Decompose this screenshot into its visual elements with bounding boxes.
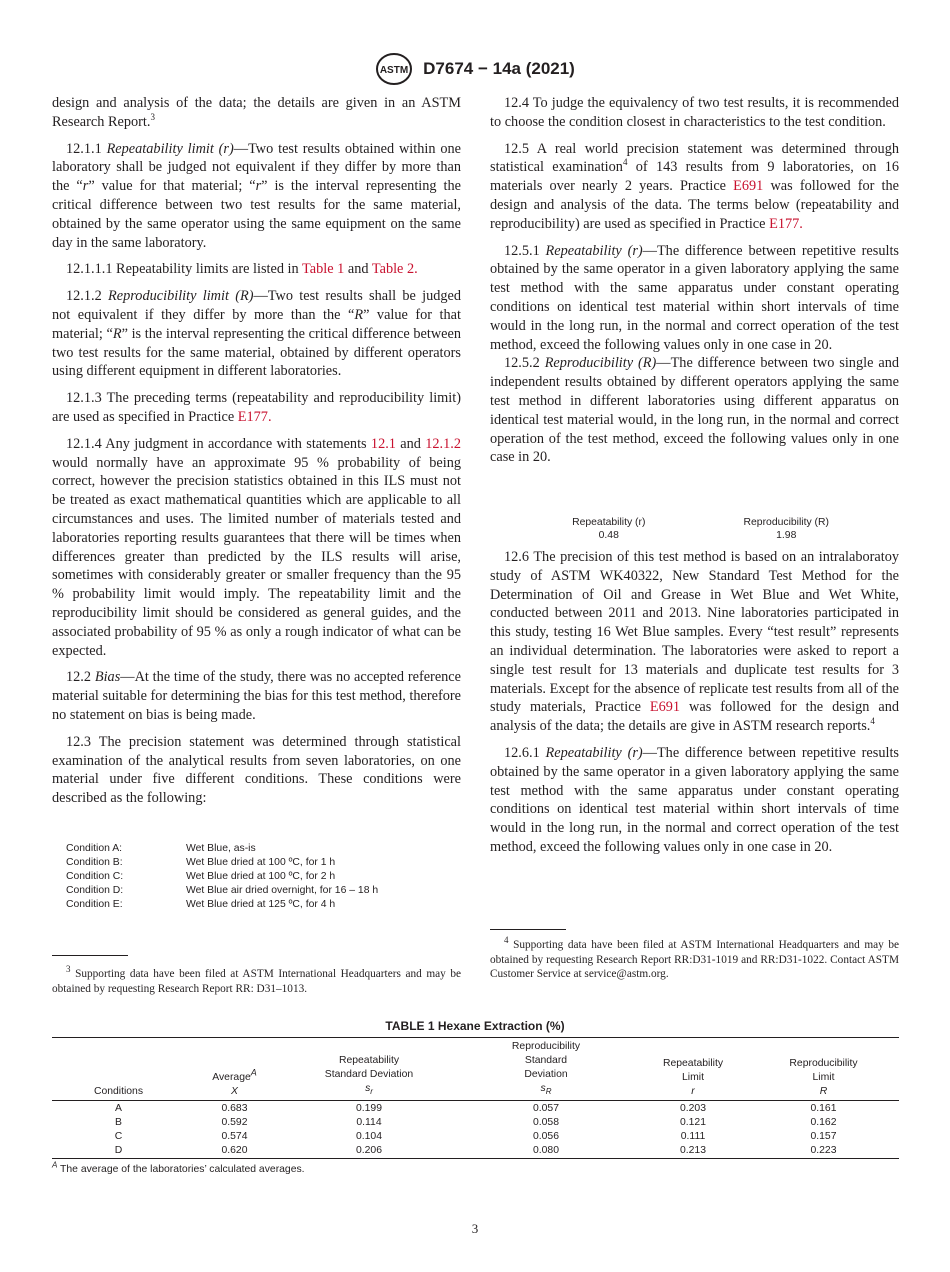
reproducibility-label: Reproducibility (R) [743,517,829,528]
col-header-reproducibility-sd: Reproducibility Standard Deviation $s_R$ [454,1038,638,1101]
paragraph-12-5-1: 12.5.1 Repeatability (r)—The difference between repetitive results obtained by the same operator in a given laboratory applying the same test method with the same apparatus under constant operating conditions on identical test material within short intervals of time would in the long run, in the normal and correct operation of the test method, exceed the following values only in one case in 20. [490,242,899,353]
col-header-conditions: Conditions [52,1038,185,1101]
document-designation: D7674 − 14a (2021) [423,59,575,78]
col-header-reproducibility-limit: Reproducibility Limit R [748,1038,899,1101]
col-header-repeatability-sd: Repeatability Standard Deviation $s_r$ [284,1038,454,1101]
list-item: Condition C: Wet Blue dried at 100 ºC, for 2 h [66,871,336,882]
paragraph-12-6-1: 12.6.1 Repeatability (r)—The difference between repetitive results obtained by the same operator in a given laboratory applying the same test method with the same apparatus under constant operating conditions on identical test material within short intervals of time would in the long run, in the normal and correct operation of the test method, exceed the following values only in one case in 20. [490,744,899,855]
paragraph-12-6: 12.6 The precision of this test method is based on an intralaboratoy study of ASTM WK40322, New Standard Test Method for the Determination of Oil and Grease in Wet Blue and Wet White, conducted between 2011 and 2013. Nine laboratories participated in this study, testing 16 Wet Blue samples. Every “test result” represents an individual determination. The laboratories were asked to report a single test result for 13 materials and duplicate test results for 3 materials. Except for the absence of replicate test results from all of the study materials, Practice E691 was followed for the design and analysis of the data; the details are give in ASTM research reports.$^4$ [490,549,899,735]
paragraph-12-3: 12.3 The precision statement was determined through statistical examination of the analytical results from seven laboratories, on one material under five different conditions. These conditions were described as the following: [52,733,461,807]
section-12-1-2-link[interactable]: 12.1.2 [425,435,461,452]
footnote-divider [52,955,128,956]
repeatability-value: 0.48 [598,530,619,541]
table-row: D 0.620 0.206 0.080 0.213 0.223 [114,1145,837,1157]
paragraph-12-4: 12.4 To judge the equivalency of two test results, it is recommended to choose the condition closest in characteristics to the test condition. [490,95,899,130]
footnote-3: $^3$ Supporting data have been filed at ASTM International Headquarters and may be obtained by requesting Research Report RR: D31–1013. [52,964,462,995]
reproducibility-value: 1.98 [776,530,797,541]
footnote-4: $^4$ Supporting data have been filed at ASTM International Headquarters and may be obtained by requesting Research Report RR:D31-1019 and RR:D31-1022. Contact ASTM Customer Service at service@astm.org. [490,935,900,981]
page-header [0,52,950,86]
list-item: Condition B: Wet Blue dried at 100 ºC, for 1 h [66,857,336,868]
list-item: Condition D: Wet Blue air dried overnight, for 16 – 18 h [66,885,379,896]
precision-values [520,516,875,542]
left-column [52,94,461,816]
astm-logo-icon [375,52,413,86]
table-row: C 0.574 0.104 0.056 0.111 0.157 [114,1131,837,1143]
paragraph-12-2: 12.2 Bias—At the time of the study, there was no accepted reference material suitable for determining the bias for this test method, therefore no statement on bias is being made. [52,669,461,723]
paragraph-12-1-2: 12.1.2 Reproducibility limit (R)—Two test results shall be judged not equivalent if they differ by more than the “R” value for that material; “R” is the interval representing the critical difference between two test results for the same material, obtained by different operators using different equipment in different laboratories. [52,288,462,380]
e691-link[interactable]: E691 [733,178,764,195]
table-row: A 0.683 0.199 0.057 0.203 0.161 [115,1103,837,1115]
paragraph-12-1-4: 12.1.4 Any judgment in accordance with statements 12.1 and 12.1.2 would normally have an approximate 95 % probability of being correct, however the precision statistics obtained in this ILS must not be treated as exact mathematical quantities which are applicable to all circumstances and uses. The limited number of materials tested and laboratories reporting results guarantees that there will be times when differences greater than predicted by the ILS results will arise, sometimes with considerably greater or smaller frequency than the 95 % probability limit would imply. The repeatability limit and the reproducibility limit should be considered as general guides, and the associated probability of 95 % as only a rough indicator of what can be expected. [52,435,461,659]
svg-text:ASTM: ASTM [379,65,409,76]
paragraph-12-1-1: 12.1.1 Repeatability limit (r)—Two test results obtained within one laboratory shall be judged not equivalent if they differ by more than the “r” value for that material; “r” is the interval representing the critical difference between two test results for the same material, obtained by the same operator using the same equipment on the same day in the same laboratory. [52,140,461,251]
table-1-link[interactable]: Table 1 [302,261,345,278]
e177-link[interactable]: E177 [769,215,800,232]
conditions-list [66,842,378,912]
section-12-1-link[interactable]: 12.1 [370,435,396,452]
e691-link[interactable]: E691 [649,699,681,716]
paragraph-12-5: 12.5 A real world precision statement was determined through statistical examination$^4$ of 143 results from 9 laboratories, on 16 materials over nearly 2 years. Practice E691 was followed for the design and analysis of the data. The terms below (repeatability and reproducibility) are used as specified in Practice E177. [490,140,900,232]
right-column [490,94,899,475]
paragraph-12-1-3: 12.1.3 The preceding terms (repeatability and reproducibility limit) are used as specified in Practice E177. [52,390,461,425]
table-row: B 0.592 0.114 0.058 0.121 0.162 [115,1117,837,1129]
col-header-average: Average$^A$ X [185,1038,284,1101]
table-1-title: TABLE 1 Hexane Extraction (%) [385,1019,565,1033]
paragraph-12-5-2: 12.5.2 Reproducibility (R)—The difference between two single and independent results obtained by different operators applying the same test method in different laboratories using different apparatus on identical test material would, in the long run, in the normal and correct operation of the test method, exceed the following values only in one case in 20. [490,355,899,466]
list-item: Condition E: Wet Blue dried at 125 ºC, for 4 h [66,899,336,910]
right-column-lower [490,548,899,865]
table-2-link[interactable]: Table 2 [371,261,415,278]
e177-link[interactable]: E177 [237,408,268,425]
table-1 [52,1037,899,1159]
page-number: 3 [471,1221,479,1236]
col-header-repeatability-limit: Repeatability Limit r [638,1038,748,1101]
paragraph-12-1-cont: design and analysis of the data; the details are given in an ASTM Research Report.$^3$ [52,95,461,130]
paragraph-12-1-1-1: 12.1.1.1 Repeatability limits are listed in Table 1 and Table 2. [66,261,418,278]
table-1-footnote: $^A$ The average of the laboratories’ calculated averages. [52,1160,305,1175]
footnote-divider [490,929,566,930]
table-header-row [52,1038,899,1101]
repeatability-label: Repeatability (r) [572,517,646,528]
list-item: Condition A: Wet Blue, as-is [66,843,256,854]
